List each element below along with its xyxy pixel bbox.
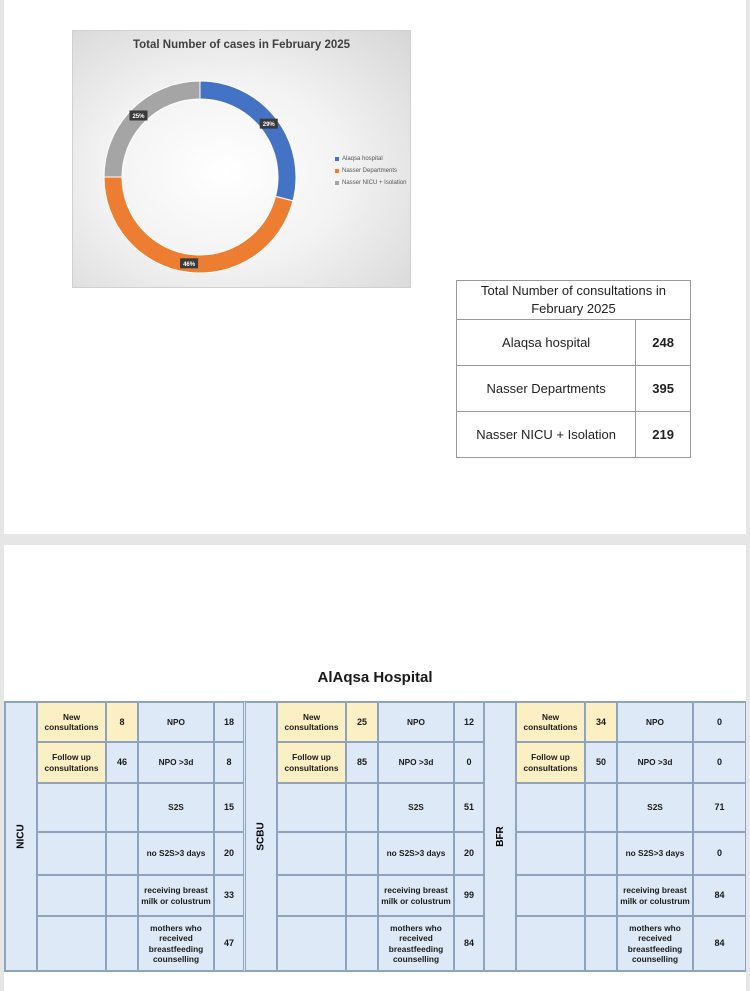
slice-label: [180, 258, 198, 268]
indicator-label: receiving breast milk or colustrum: [378, 875, 454, 916]
indicator-value: 15: [214, 783, 244, 832]
indicator-value: 12: [454, 702, 484, 742]
empty-cell: [585, 783, 617, 832]
indicator-value: 47: [214, 916, 244, 971]
new-consultations-label: New consultations: [37, 702, 106, 742]
donut-chart-panel: [72, 30, 411, 288]
legend-swatch: [335, 157, 339, 161]
indicator-label: receiving breast milk or colustrum: [617, 875, 693, 916]
empty-cell: [37, 832, 106, 875]
empty-cell: [346, 916, 378, 971]
indicator-label: receiving breast milk or colustrum: [138, 875, 214, 916]
unit-side-label: [5, 702, 37, 971]
indicator-value: 18: [214, 702, 244, 742]
new-consultations-value: 8: [106, 702, 138, 742]
donut-slice: [200, 81, 296, 201]
table-row: [457, 320, 691, 366]
follow-up-label: Follow up consultations: [516, 742, 585, 783]
follow-up-value: 85: [346, 742, 378, 783]
unit-name: BFR: [494, 826, 506, 847]
empty-cell: [346, 832, 378, 875]
legend-item: [335, 165, 407, 177]
indicator-label: no S2S>3 days: [378, 832, 454, 875]
indicator-label: NPO >3d: [378, 742, 454, 783]
follow-up-label: Follow up consultations: [277, 742, 346, 783]
indicator-value: 0: [693, 832, 746, 875]
indicator-value: 0: [693, 742, 746, 783]
indicator-label: mothers who received breastfeeding counselling: [138, 916, 214, 971]
indicator-value: 0: [454, 742, 484, 783]
row-value: 395: [636, 366, 691, 412]
donut-slice: [104, 81, 200, 177]
follow-up-value: 46: [106, 742, 138, 783]
indicator-label: NPO: [138, 702, 214, 742]
indicator-value: 0: [693, 702, 746, 742]
indicator-label: mothers who received breastfeeding counselling: [378, 916, 454, 971]
chart-legend: [335, 153, 407, 189]
hospital-title: AlAqsa Hospital: [317, 669, 433, 686]
indicator-value: 20: [454, 832, 484, 875]
empty-cell: [516, 832, 585, 875]
empty-cell: [106, 783, 138, 832]
empty-cell: [37, 916, 106, 971]
indicator-value: 71: [693, 783, 746, 832]
empty-cell: [277, 916, 346, 971]
indicator-value: 8: [214, 742, 244, 783]
empty-cell: [585, 832, 617, 875]
report-page-bottom: [4, 545, 746, 991]
indicator-label: NPO: [617, 702, 693, 742]
new-consultations-value: 34: [585, 702, 617, 742]
indicator-label: NPO >3d: [138, 742, 214, 783]
chart-title: Total Number of cases in February 2025: [132, 39, 351, 51]
indicator-value: 84: [454, 916, 484, 971]
svg-text:46%: 46%: [183, 261, 196, 268]
consultations-header: Total Number of consultations in February 2025: [457, 281, 691, 320]
follow-up-label: Follow up consultations: [37, 742, 106, 783]
empty-cell: [516, 875, 585, 916]
empty-cell: [106, 832, 138, 875]
indicator-value: 84: [693, 916, 746, 971]
indicator-value: 33: [214, 875, 244, 916]
indicator-label: S2S: [138, 783, 214, 832]
unit-name: NICU: [15, 824, 27, 849]
indicator-label: NPO >3d: [617, 742, 693, 783]
row-value: 248: [636, 320, 691, 366]
slice-label: [129, 110, 147, 120]
new-consultations-value: 25: [346, 702, 378, 742]
unit-side-label: [245, 702, 277, 971]
table-row: [457, 366, 691, 412]
indicator-value: 84: [693, 875, 746, 916]
empty-cell: [516, 783, 585, 832]
empty-cell: [516, 916, 585, 971]
legend-label: Alaqsa hospital: [342, 156, 383, 162]
svg-text:25%: 25%: [132, 113, 145, 120]
indicator-label: S2S: [617, 783, 693, 832]
legend-label: Nasser NICU + Isolation: [342, 180, 407, 186]
empty-cell: [346, 875, 378, 916]
indicator-value: 51: [454, 783, 484, 832]
legend-swatch: [335, 181, 339, 185]
indicator-label: NPO: [378, 702, 454, 742]
row-name: Alaqsa hospital: [457, 320, 636, 366]
empty-cell: [346, 783, 378, 832]
svg-text:29%: 29%: [262, 122, 275, 129]
hospital-stats-grid: [4, 701, 746, 972]
unit-side-label: [484, 702, 516, 971]
empty-cell: [585, 875, 617, 916]
donut-slice: [104, 177, 293, 273]
empty-cell: [277, 832, 346, 875]
new-consultations-label: New consultations: [277, 702, 346, 742]
legend-swatch: [335, 169, 339, 173]
empty-cell: [37, 783, 106, 832]
follow-up-value: 50: [585, 742, 617, 783]
indicator-value: 20: [214, 832, 244, 875]
empty-cell: [106, 916, 138, 971]
indicator-label: no S2S>3 days: [138, 832, 214, 875]
indicator-label: S2S: [378, 783, 454, 832]
legend-label: Nasser Departments: [342, 168, 398, 174]
new-consultations-label: New consultations: [516, 702, 585, 742]
indicator-label: mothers who received breastfeeding counselling: [617, 916, 693, 971]
indicator-label: no S2S>3 days: [617, 832, 693, 875]
slice-label: [260, 119, 278, 129]
legend-item: [335, 177, 407, 189]
empty-cell: [277, 875, 346, 916]
legend-item: [335, 153, 407, 165]
row-value: 219: [636, 412, 691, 458]
empty-cell: [37, 875, 106, 916]
indicator-value: 99: [454, 875, 484, 916]
empty-cell: [277, 783, 346, 832]
empty-cell: [585, 916, 617, 971]
row-name: Nasser Departments: [457, 366, 636, 412]
consultations-table: [456, 280, 691, 458]
report-page-top: [4, 0, 746, 534]
unit-name: SCBU: [255, 822, 267, 851]
row-name: Nasser NICU + Isolation: [457, 412, 636, 458]
table-row: [457, 412, 691, 458]
empty-cell: [106, 875, 138, 916]
